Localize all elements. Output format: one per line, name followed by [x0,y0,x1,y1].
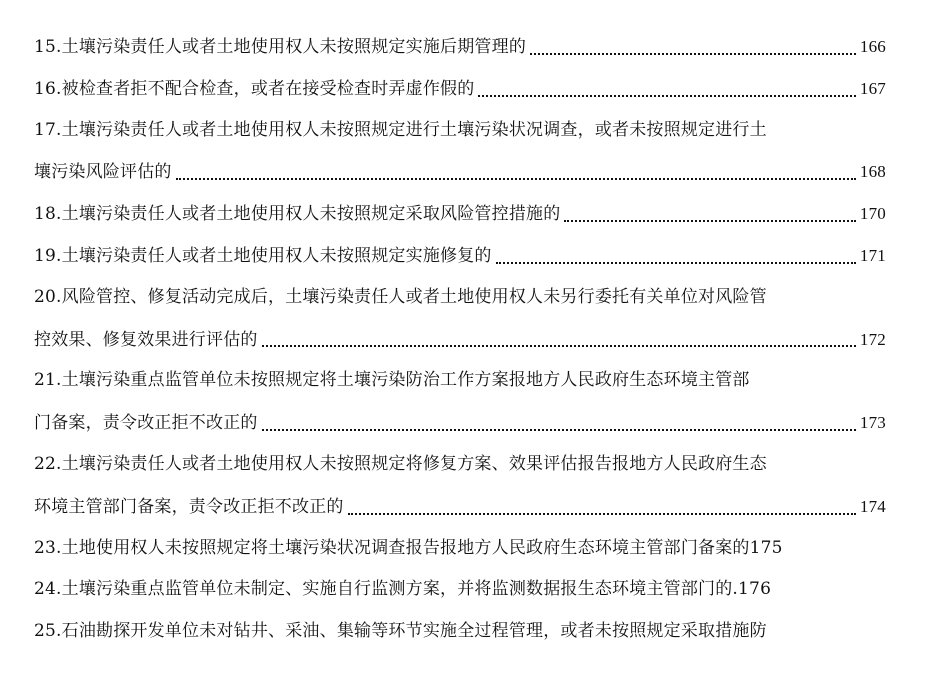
toc-entry-text-line1: 21.土壤污染重点监管单位未按照规定将土壤污染防治工作方案报地方人民政府生态环境主管部 [34,370,750,391]
page-number: 167 [859,78,886,98]
toc-entry-text-line1: 17.土壤污染责任人或者土地使用权人未按照规定进行土壤污染状况调查，或者未按照规定进行土 [34,119,767,140]
dot-leader [348,513,856,515]
toc-entry-text: 23.土地使用权人未按照规定将土壤污染状况调查报告报地方人民政府生态环境主管部门备案的175 [34,537,783,558]
toc-entry-text: 19.土壤污染责任人或者土地使用权人未按照规定实施修复的 [34,245,492,266]
toc-entry-17[interactable] [34,110,886,194]
page-number: 166 [859,37,886,56]
toc-entry-text-line1: 22.土壤污染责任人或者土地使用权人未按照规定将修复方案、效果评估报告报地方人民政府生态 [34,453,767,474]
dot-leader [176,178,856,180]
toc-entry-24[interactable] [34,569,886,611]
page-number: 170 [859,204,886,224]
page-number: 173 [859,413,886,433]
toc-entry-text: 环境主管部门备案，责令改正拒不改正的 [34,496,344,517]
dot-leader [262,345,856,347]
toc-entry-16[interactable] [34,68,886,110]
table-of-contents [34,26,886,653]
toc-entry-text: 控效果、修复效果进行评估的 [34,329,258,350]
page-number: 168 [859,162,886,182]
toc-entry-text: 18.土壤污染责任人或者土地使用权人未按照规定采取风险管控措施的 [34,204,561,225]
dot-leader [262,429,856,431]
toc-entry-22[interactable] [34,444,886,528]
page-number: 174 [859,496,886,516]
toc-entry-25[interactable] [34,611,886,653]
toc-entry-text: 25.石油勘探开发单位未对钻井、采油、集输等环节实施全过程管理，或者未按照规定采取措施防 [34,621,767,642]
toc-entry-text: 壤污染风险评估的 [34,162,172,183]
toc-entry-text: 24.土壤污染重点监管单位未制定、实施自行监测方案，并将监测数据报生态环境主管部门的.176 [34,579,772,600]
dot-leader [564,220,855,222]
page-number: 171 [859,245,886,265]
toc-entry-23[interactable] [34,528,886,570]
toc-entry-18[interactable] [34,193,886,235]
dot-leader [478,95,855,97]
toc-entry-15[interactable] [34,26,886,68]
toc-entry-text: 门备案，责令改正拒不改正的 [34,413,258,434]
toc-entry-text: 15.土壤污染责任人或者土地使用权人未按照规定实施后期管理的 [34,37,527,57]
toc-entry-19[interactable] [34,235,886,277]
toc-entry-21[interactable] [34,360,886,444]
toc-entry-text-line1: 20.风险管控、修复活动完成后，土壤污染责任人或者土地使用权人未另行委托有关单位对风险管 [34,286,767,307]
dot-leader [530,53,856,55]
page-number: 172 [859,329,886,349]
dot-leader [496,262,856,264]
toc-entry-20[interactable] [34,277,886,361]
toc-entry-text: 16.被检查者拒不配合检查，或者在接受检查时弄虚作假的 [34,78,475,99]
